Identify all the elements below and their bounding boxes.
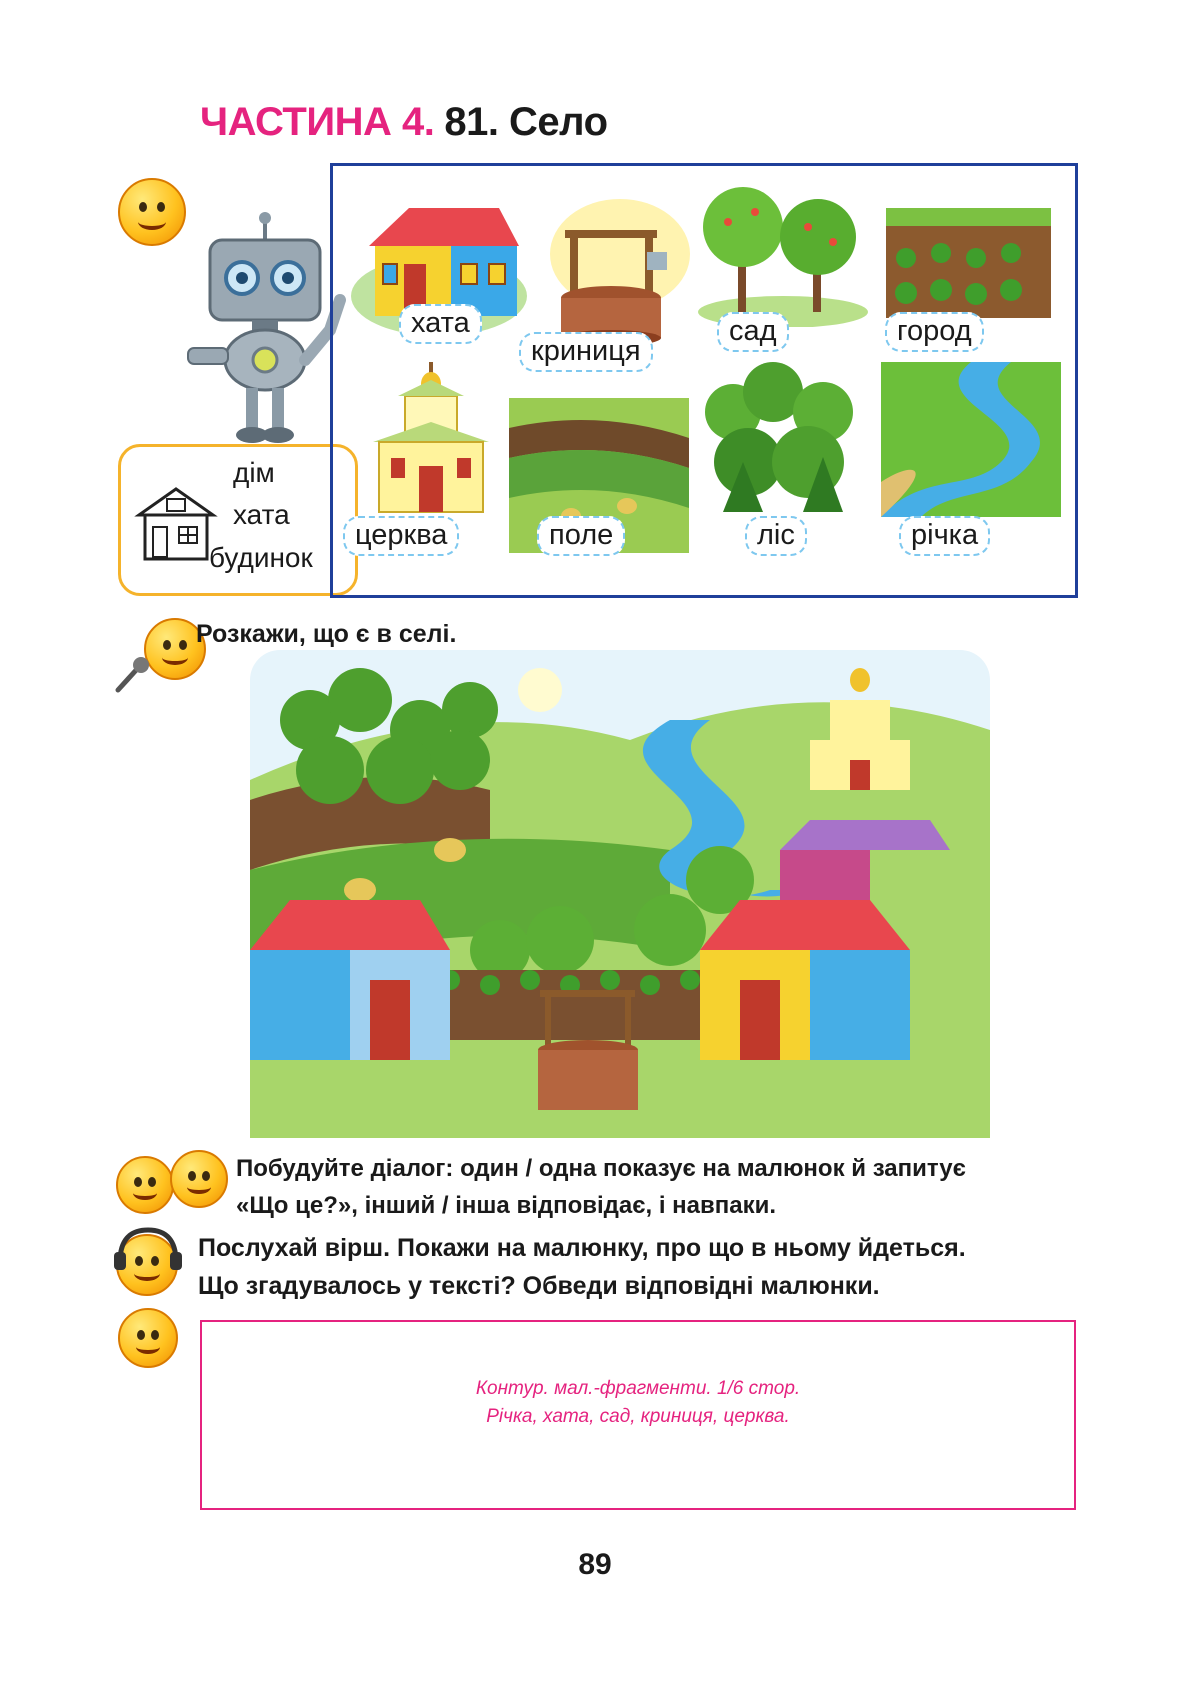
river-picture [881, 362, 1061, 517]
dialogue-smiley-left-icon [116, 1156, 174, 1214]
village-scene-illustration [250, 650, 990, 1138]
placeholder-note-line2: Річка, хата, сад, криниця, церква. [486, 1406, 790, 1427]
page-number: 89 [578, 1548, 612, 1581]
word-horod: город [885, 312, 984, 352]
orchard-picture [693, 172, 873, 327]
word-krynytsia: криниця [519, 332, 653, 372]
church-picture [343, 362, 523, 517]
dialogue-smiley-right-icon [170, 1150, 228, 1208]
illustration-placeholder-box [200, 1320, 1076, 1510]
forest-picture [693, 362, 873, 517]
magnifier-smiley-icon [118, 178, 186, 246]
vocabulary-panel [330, 163, 1078, 598]
word-sad: сад [717, 312, 789, 352]
headphones-icon [112, 1226, 184, 1270]
part-label: ЧАСТИНА 4. [200, 100, 435, 144]
pencil-smiley-icon [118, 1308, 178, 1368]
page-title [200, 100, 608, 145]
task-dialogue-line1: Побудуйте діалог: один / одна показує на малюнок й запитує [236, 1155, 966, 1182]
well-picture [525, 194, 705, 349]
microphone-icon [112, 654, 152, 694]
word-lis: ліс [745, 516, 807, 556]
synonym-khata: хата [233, 499, 290, 530]
task-tell: Розкажи, що є в селі. [196, 620, 457, 648]
word-khata: хата [399, 304, 482, 344]
synonym-dim: дім [233, 457, 275, 488]
placeholder-note-line1: Контур. мал.-фрагменти. 1/6 стор. [475, 1378, 801, 1399]
synonym-box [118, 444, 358, 596]
task-dialogue-line2: «Що це?», інший / інша відповідає, і навпаки. [236, 1192, 777, 1219]
word-tserkva: церква [343, 516, 459, 556]
house-outline-icon [131, 483, 221, 563]
synonym-budynok: будинок [209, 542, 313, 573]
lesson-title: 81. Село [444, 100, 608, 144]
task-listen-line1: Послухай вірш. Покажи на малюнку, про що в ньому йдеться. [198, 1234, 966, 1262]
robot-illustration [180, 210, 350, 450]
word-richka: річка [899, 516, 990, 556]
task-listen-line2: Що згадувалось у тексті? Обведи відповідні малюнки. [198, 1272, 880, 1300]
word-pole: поле [537, 516, 625, 556]
